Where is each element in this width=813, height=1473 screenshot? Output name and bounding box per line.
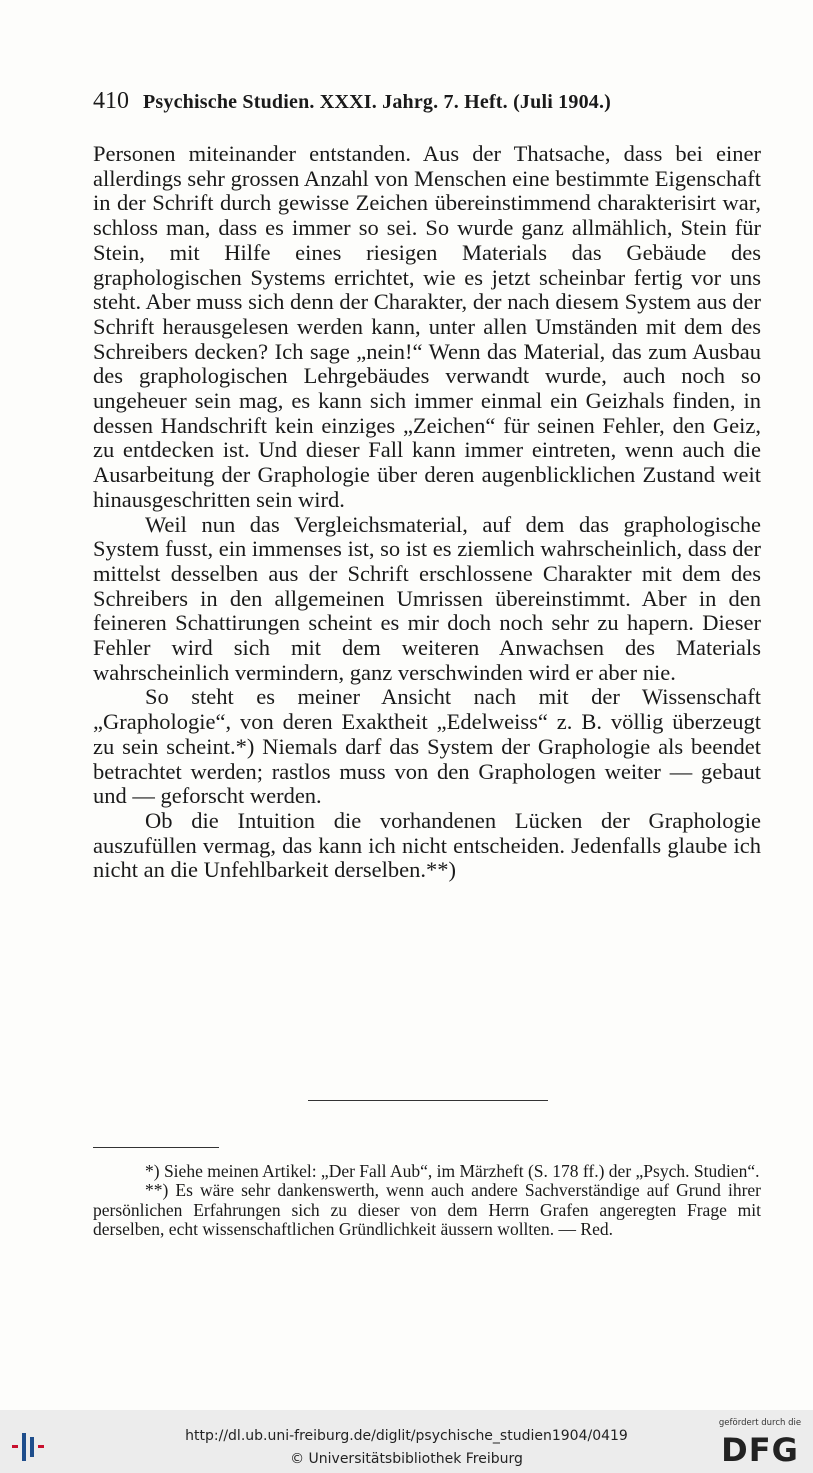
page-number: 410 (93, 88, 129, 114)
body-text (93, 142, 761, 883)
running-title: Psychische Studien. XXXI. Jahrg. 7. Heft. (Juli 1904.) (143, 91, 612, 113)
viewer-footer (0, 1410, 813, 1473)
paragraph-3: So steht es meiner Ansicht nach mit der Wissenschaft „Graphologie“, von deren Exaktheit „Edelweiss“ z. B. völlig überzeugt zu sein scheint.*) Niemals darf das System der Graphologie als beendet betrachtet werden; rastlos muss von den Graphologen weiter — gebaut und — geforscht werden. (93, 684, 761, 809)
footnote-rule (93, 1147, 219, 1148)
paragraph-4: Ob die Intuition die vorhandenen Lücken der Graphologie auszufüllen vermag, das kann ich nicht entscheiden. Jedenfalls glaube ich nicht an die Unfehlbarkeit derselben.**) (93, 807, 761, 883)
paragraph-2: Weil nun das Vergleichsmaterial, auf dem das graphologische System fusst, ein immenses ist, so ist es ziemlich wahrscheinlich, dass der mittelst desselben aus der Schrift erschlossene Charakter mit dem des Schreibers in den allgemeinen Umrissen übereinstimmt. Aber in den feineren Schattirungen scheint es mir doch noch sehr zu hapern. Dieser Fehler wird sich mit dem weiteren Anwachsen des Materials wahrscheinlich vermindern, ganz verschwinden wird er aber nie. (93, 511, 761, 685)
permalink-url[interactable]: http://dl.ub.uni-freiburg.de/diglit/psychische_studien1904/0419 (185, 1428, 628, 1444)
footnotes (93, 1162, 761, 1239)
paragraph-1: Personen miteinander entstanden. Aus der Thatsache, dass bei einer allerdings sehr grossen Anzahl von Menschen eine bestimmte Eigenschaft in der Schrift durch gewisse Zeichen übereinstimmend charakterisirt war, schloss man, dass es immer so sei. So wurde ganz allmählich, Stein für Stein, mit Hilfe eines riesigen Materials das Gebäude des graphologischen Systems errichtet, wie es jetzt scheinbar fertig vor uns steht. Aber muss sich denn der Charakter, der nach diesem System aus der Schrift herausgelesen werden kann, unter allen Umständen mit dem des Schreibers decken? Ich sage „nein!“ Wenn das Material, das zum Ausbau des graphologischen Lehrgebäudes verwandt wurde, auch noch so ungeheuer sein mag, es kann sich immer einmal ein Geizhals finden, in dessen Handschrift kein einziges „Zeichen“ für seinen Fehler, den Geiz, zu entdecken ist. Und dieser Fall kann immer eintreten, wenn auch die Ausarbeitung der Graphologie über deren augenblicklichen Zustand weit hinausgeschritten sein wird. (93, 141, 761, 512)
section-separator (308, 1100, 548, 1101)
dfg-logo-icon[interactable] (712, 1418, 808, 1470)
funding-note: gefördert durch die (718, 1418, 802, 1428)
footnote-1: *) Siehe meinen Artikel: „Der Fall Aub“, im Märzheft (S. 178 ff.) der „Psych. Studien“. (145, 1161, 760, 1181)
running-header (93, 88, 761, 118)
footnote-2: **) Es wäre sehr dankenswerth, wenn auch andere Sachverständige auf Grund ihrer persönlichen Erfahrungen sich zu dieser von dem Herrn Grafen angeregten Frage mit derselben, echt wissenschaftlichen Gründlichkeit äussern wollten. — Red. (93, 1180, 761, 1239)
copyright-notice: © Universitätsbibliothek Freiburg (290, 1451, 523, 1467)
dfg-logo-text: DFG (721, 1431, 799, 1469)
